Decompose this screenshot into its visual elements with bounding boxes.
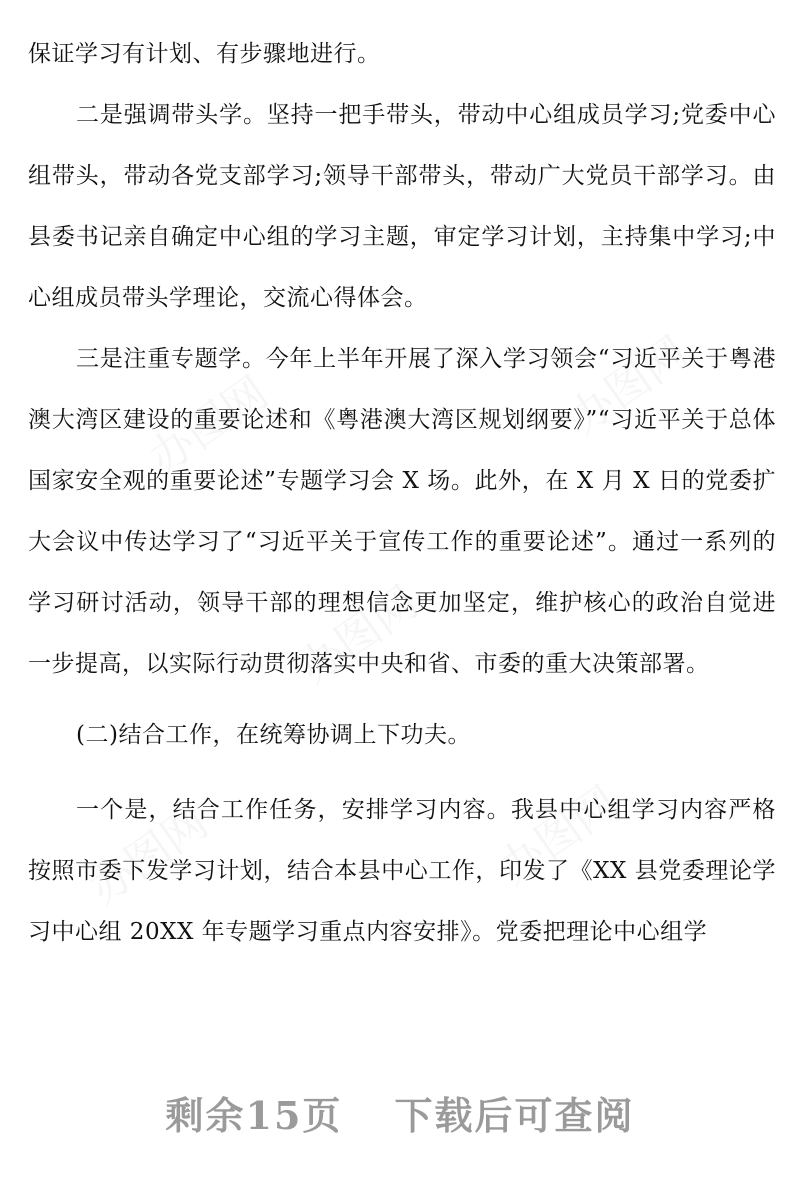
section-heading: (二)结合工作，在统筹协调上下功夫。 xyxy=(76,722,471,748)
download-to-view-label[interactable]: 下载后可查阅 xyxy=(394,1093,635,1138)
paragraph-lead-study: 二是强调带头学。坚持一把手带头，带动中心组成员学习;党委中心组带头，带动各党支部学习;领导干部带头，带动广大党员干部学习。由县委书记亲自确定中心组的学习主题，审定学习计划，主持集中学习;中心组成员带头学理论，交流心得体会。 xyxy=(28,102,776,311)
watermark: 办图网 xyxy=(289,576,428,695)
paragraph-topic-study: 三是注重专题学。今年上半年开展了深入学习领会“习近平关于粤港澳大湾区建设的重要论述和《粤港澳大湾区规划纲要》”“习近平关于总体国家安全观的重要论述”专题学习会 X 场。此外，在 X 月 X 日的党委扩大会议中传达学习了“习近平关于宣传工作的重要论述”。通过一系列的学习研讨活动，领导干部的理想信念更加坚定，维护核心的政治自觉进一步提高，以实际行动贯彻落实中央和省、市委的重大决策部署。 xyxy=(28,346,776,677)
paragraph-continuation: 保证学习有计划、有步骤地进行。 xyxy=(28,41,381,67)
watermark: 办图网 xyxy=(559,326,698,445)
download-prompt[interactable] xyxy=(0,1085,800,1140)
watermark: 办图网 xyxy=(139,366,278,485)
watermark: 办图网 xyxy=(79,796,218,915)
document-body xyxy=(28,24,776,963)
paragraph-work-tasks: 一个是，结合工作任务，安排学习内容。我县中心组学习内容严格按照市委下发学习计划，结合本县中心工作，印发了《XX 县党委理论学习中心组 20XX 年专题学习重点内容安排》。党委把理论中心组学 xyxy=(28,797,776,945)
remaining-pages-label: 剩余15页 xyxy=(165,1093,343,1138)
watermark: 办图网 xyxy=(489,776,628,895)
